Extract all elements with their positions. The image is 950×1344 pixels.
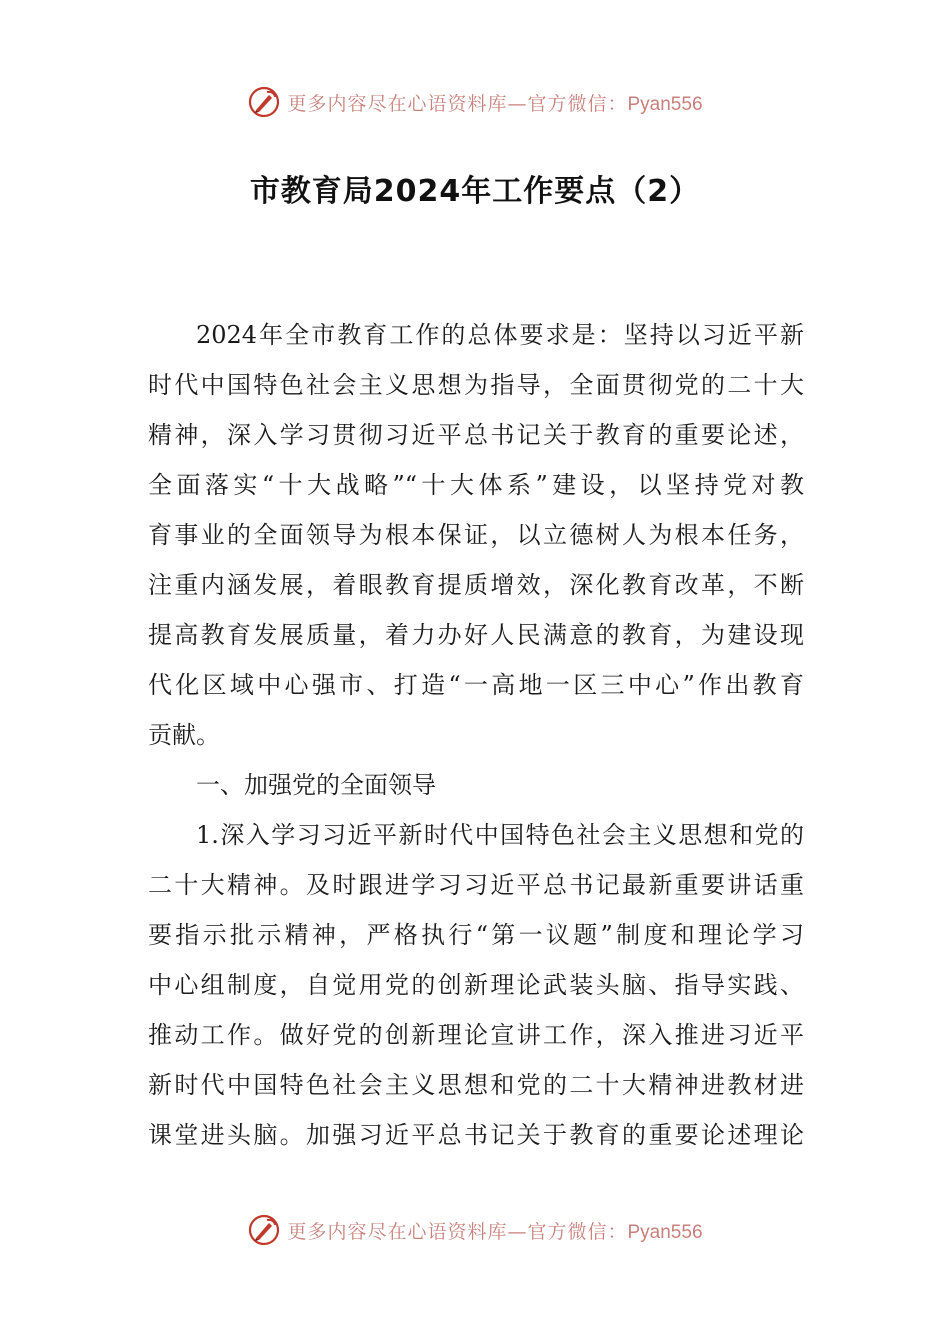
paragraph-line: 推动工作。做好党的创新理论宣讲工作，深入推进习近平 (148, 1021, 804, 1049)
watermark-wechat-id: Pyan556 (627, 93, 703, 115)
watermark-text (287, 89, 702, 116)
paragraph-line: 注重内涵发展，着眼教育提质增效，深化教育改革，不断 (148, 571, 804, 599)
watermark-banner-top (0, 80, 950, 124)
pen-logo-icon (247, 1213, 281, 1247)
watermark-label: 更多内容尽在心语资料库—官方微信： (287, 92, 628, 115)
paragraph-line: 时代中国特色社会主义思想为指导，全面贯彻党的二十大 (148, 371, 804, 399)
paragraph-line: 要指示批示精神，严格执行“第一议题”制度和理论学习 (148, 921, 804, 949)
paragraph-line: 代化区域中心强市、打造“一高地一区三中心”作出教育 (148, 671, 804, 699)
watermark-wechat-id: Pyan556 (627, 1221, 703, 1243)
document-title: 市教育局2024年工作要点（2） (249, 174, 701, 209)
paragraph-line: 全面落实“十大战略”“十大体系”建设，以坚持党对教 (148, 471, 804, 499)
paragraph-line: 中心组制度，自觉用党的创新理论武装头脑、指导实践、 (148, 971, 804, 999)
paragraph-line: 提高教育发展质量，着力办好人民满意的教育，为建设现 (148, 621, 804, 649)
paragraph-line: 2024年全市教育工作的总体要求是：坚持以习近平新 (196, 321, 804, 349)
paragraph-line: 育事业的全面领导为根本保证，以立德树人为根本任务， (148, 521, 804, 549)
paragraph-line: 新时代中国特色社会主义思想和党的二十大精神进教材进 (148, 1071, 804, 1099)
watermark-label: 更多内容尽在心语资料库—官方微信： (287, 1220, 628, 1243)
paragraph-line: 1.深入学习习近平新时代中国特色社会主义思想和党的 (196, 821, 804, 849)
paragraph-line: 二十大精神。及时跟进学习习近平总书记最新重要讲话重 (148, 871, 804, 899)
document-body (148, 310, 804, 1160)
paragraph-line: 贡献。 (148, 721, 220, 749)
watermark-text (287, 1217, 702, 1244)
paragraph-line: 课堂进头脑。加强习近平总书记关于教育的重要论述理论 (148, 1121, 804, 1149)
pen-logo-icon (247, 85, 281, 119)
section-heading: 一、加强党的全面领导 (196, 771, 436, 799)
paragraph-line: 精神，深入学习贯彻习近平总书记关于教育的重要论述， (148, 421, 804, 449)
watermark-banner-bottom (0, 1208, 950, 1252)
